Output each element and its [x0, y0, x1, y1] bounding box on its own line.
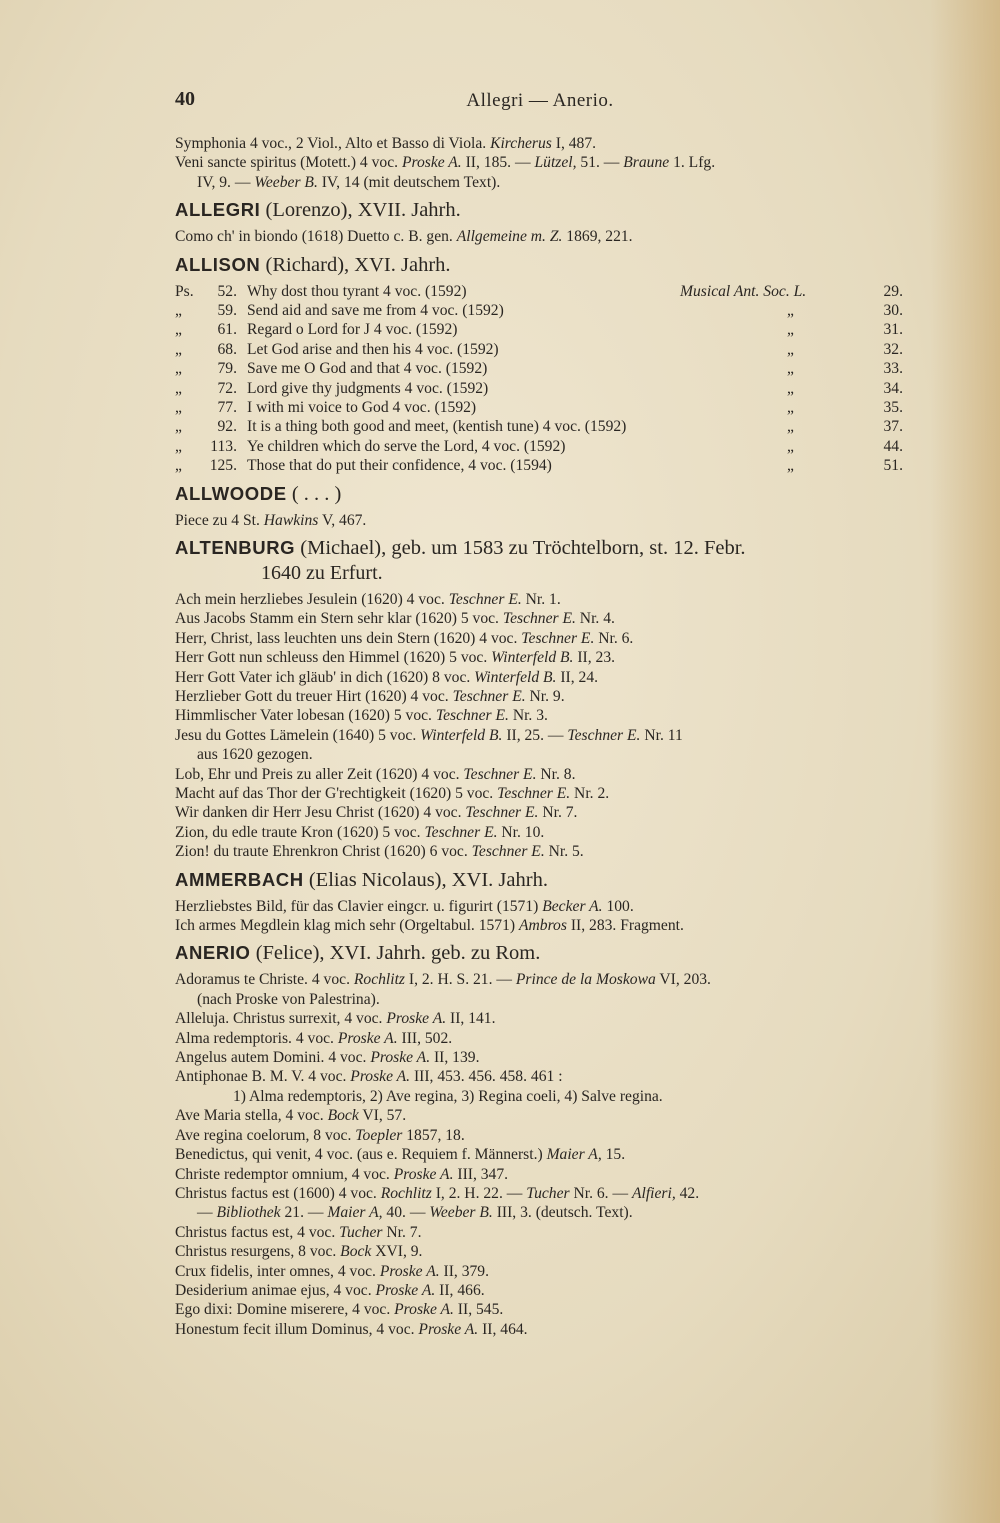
work-list-ammerbach — [175, 897, 905, 936]
work-title: Antiphonae B. M. V. 4 voc. — [175, 1068, 351, 1086]
work-reference: II, 24. — [556, 668, 599, 686]
work-reference: 42. — [675, 1184, 700, 1202]
work-entry — [175, 1145, 905, 1164]
work-source: Proske A. — [379, 1262, 440, 1280]
composer-name: ALLWOODE — [175, 482, 287, 504]
work-source: Ambros — [518, 917, 567, 935]
work-reference: XVI, 9. — [371, 1243, 423, 1261]
work-entry — [175, 1281, 905, 1300]
composer-heading-anerio — [175, 939, 905, 967]
work-entry — [175, 745, 905, 764]
work-reference: Nr. 6. — [594, 629, 634, 647]
work-entry — [175, 706, 905, 725]
work-entry — [175, 916, 905, 935]
work-reference: 21. — — [280, 1204, 328, 1222]
psalm-page: 31. — [883, 321, 903, 339]
work-entry — [175, 668, 905, 687]
composer-name: ALTENBURG — [175, 536, 296, 558]
work-entry — [175, 823, 905, 842]
psalm-number: 113. — [210, 437, 237, 455]
composer-details: ( . . . ) — [286, 482, 342, 505]
work-entry — [175, 629, 905, 648]
work-reference: II, 466. — [435, 1281, 485, 1299]
psalm-source: „ — [787, 321, 794, 339]
psalm-title: Ye children which do serve the Lord, 4 voc. (1592) — [247, 437, 566, 455]
work-reference: VI, 203. — [655, 971, 711, 989]
work-entry — [175, 897, 905, 916]
work-source: Winterfeld B. — [420, 726, 503, 744]
work-reference: VI, 57. — [358, 1107, 407, 1125]
work-title: Piece zu 4 St. — [175, 511, 264, 529]
work-reference: Nr. 7. — [538, 804, 578, 822]
composer-details-continued: 1640 zu Erfurt. — [261, 561, 383, 584]
work-entry — [175, 1087, 905, 1106]
work-source: Proske A. — [337, 1029, 398, 1047]
work-source: Tucher — [526, 1184, 570, 1202]
work-source: Becker A. — [542, 897, 603, 915]
work-reference: I, 487. — [551, 135, 597, 152]
work-reference: I, 2. H. 22. — — [431, 1184, 527, 1202]
work-source: Bibliothek — [216, 1204, 281, 1222]
work-entry — [175, 1048, 905, 1067]
psalm-title: Send aid and save me from 4 voc. (1592) — [247, 302, 504, 320]
psalm-prefix: Ps. — [175, 282, 194, 300]
psalm-title: Those that do put their confidence, 4 voc. (1594) — [247, 457, 552, 475]
work-entry — [175, 1009, 905, 1028]
page-header — [175, 88, 905, 116]
preceding-entries — [175, 134, 905, 192]
work-title: Ich armes Megdlein klag mich sehr (Orgeltabul. 1571) — [175, 917, 519, 935]
work-entry — [175, 1320, 905, 1339]
work-title: Christus resurgens, 8 voc. — [175, 1243, 341, 1261]
work-source: Maier A, — [327, 1204, 383, 1222]
work-title: Herzlieber Gott du treuer Hirt (1620) 4 voc. — [175, 687, 453, 705]
work-entry — [175, 726, 905, 745]
psalm-page: 34. — [883, 379, 903, 397]
psalm-number: 79. — [217, 360, 237, 378]
composer-details: (Elias Nicolaus), XVI. Jahrh. — [303, 868, 548, 891]
work-source: Winterfeld B. — [474, 668, 557, 686]
work-reference: II, 545. — [453, 1301, 504, 1319]
work-source: Proske A. — [418, 1320, 479, 1338]
work-source: Teschner E. — [448, 590, 522, 608]
psalm-prefix: „ — [175, 340, 182, 358]
psalm-source: „ — [787, 340, 794, 358]
work-source: Braune — [623, 154, 670, 172]
psalm-source: „ — [787, 379, 794, 397]
psalm-source: „ — [787, 418, 794, 436]
work-reference: II, 379. — [439, 1262, 489, 1280]
work-source: Teschner E. — [452, 687, 526, 705]
work-entry — [175, 1223, 905, 1242]
work-entry — [175, 970, 905, 989]
work-source: Proske A. — [350, 1068, 411, 1086]
work-reference: Nr. 10. — [497, 823, 545, 841]
work-source: Lützel, — [534, 154, 577, 172]
work-source: Teschner E. — [435, 707, 509, 725]
work-reference: Nr. 3. — [508, 707, 548, 725]
work-title: Adoramus te Christe. 4 voc. — [175, 971, 354, 989]
work-source: Teschner E. — [424, 823, 498, 841]
work-source: Teschner E. — [471, 843, 545, 861]
work-reference: 1869, 221. — [562, 228, 633, 246]
work-title: Aus Jacobs Stamm ein Stern sehr klar (1620) 5 voc. — [175, 610, 503, 628]
work-reference: Nr. 2. — [570, 785, 610, 802]
work-reference: Nr. 11 — [640, 726, 683, 744]
psalm-prefix: „ — [175, 379, 182, 397]
work-title: Crux fidelis, inter omnes, 4 voc. — [175, 1262, 380, 1280]
psalm-row — [175, 282, 905, 301]
work-source: Teschner E. — [521, 629, 595, 647]
work-entry — [175, 511, 905, 530]
composer-name: ANERIO — [175, 942, 251, 964]
work-source: Maier A, — [546, 1146, 602, 1164]
work-reference: II, 464. — [478, 1320, 528, 1338]
work-reference: IV, 14 (mit deutschem Text). — [317, 173, 501, 191]
work-source: Rochlitz — [353, 971, 405, 989]
work-title: — — [197, 1204, 217, 1222]
work-list-anerio — [175, 970, 905, 1339]
work-source: Teschner E. — [567, 726, 641, 744]
work-source: Teschner E. — [463, 765, 537, 783]
work-entry — [175, 173, 905, 192]
work-entry — [175, 687, 905, 706]
work-reference: V, 467. — [318, 511, 367, 529]
work-source: Proske A. — [370, 1049, 431, 1067]
work-entry — [175, 1126, 905, 1145]
work-title: Christus factus est (1600) 4 voc. — [175, 1184, 381, 1202]
psalm-source: „ — [787, 360, 794, 378]
work-title: Alleluja. Christus surrexit, 4 voc. — [175, 1010, 387, 1028]
work-entry — [175, 153, 905, 172]
work-reference: III, 3. (deutsch. Text). — [492, 1204, 633, 1222]
work-title: Lob, Ehr und Preis zu aller Zeit (1620) 4 voc. — [175, 765, 464, 783]
work-title: IV, 9. — — [197, 173, 255, 191]
psalm-number: 125. — [209, 457, 237, 475]
psalm-number: 77. — [217, 398, 237, 416]
work-reference: 51. — — [576, 154, 624, 172]
psalm-source: „ — [787, 457, 794, 475]
composer-details: (Lorenzo), XVII. Jahrh. — [260, 199, 461, 222]
work-list-altenburg — [175, 590, 905, 862]
psalm-row — [175, 437, 905, 456]
work-source: Weeber B. — [429, 1204, 493, 1222]
work-title: Zion! du traute Ehrenkron Christ (1620) 6 voc. — [175, 843, 472, 861]
work-title: Alma redemptoris. 4 voc. — [175, 1029, 338, 1047]
work-title: Herr Gott nun schleuss den Himmel (1620) 5 voc. — [175, 649, 492, 667]
page-content — [175, 134, 905, 1339]
work-entry — [175, 842, 905, 861]
work-entry — [175, 803, 905, 822]
work-entry — [175, 1067, 905, 1086]
work-title: Veni sancte spiritus (Motett.) 4 voc. — [175, 154, 402, 172]
work-source: Proske A. — [401, 154, 462, 172]
work-title: Macht auf das Thor der G'rechtigkeit (1620) 5 voc. — [175, 785, 498, 802]
psalm-row — [175, 320, 905, 339]
psalm-page: 33. — [883, 360, 903, 378]
psalm-number: 61. — [217, 321, 237, 339]
work-source: Prince de la Moskowa — [515, 971, 656, 989]
psalm-title: Why dost thou tyrant 4 voc. (1592) — [247, 282, 467, 300]
composer-name: ALLISON — [175, 253, 261, 275]
work-title: aus 1620 gezogen. — [197, 746, 313, 764]
psalm-title: Save me O God and that 4 voc. (1592) — [247, 360, 488, 378]
work-title: Zion, du edle traute Kron (1620) 5 voc. — [175, 823, 425, 841]
composer-details: (Michael), geb. um 1583 zu Tröchtelborn, st. 12. Febr. — [295, 536, 746, 559]
work-entry — [175, 1262, 905, 1281]
work-reference: Nr. 4. — [575, 610, 615, 628]
psalm-row — [175, 379, 905, 398]
psalm-source: „ — [787, 302, 794, 320]
psalm-title: Lord give thy judgments 4 voc. (1592) — [247, 379, 489, 397]
work-entry — [175, 648, 905, 667]
psalm-prefix: „ — [175, 457, 182, 475]
psalm-number: 72. — [217, 379, 237, 397]
psalm-prefix: „ — [175, 437, 182, 455]
work-entry — [175, 1165, 905, 1184]
composer-details: (Richard), XVI. Jahrh. — [260, 253, 451, 276]
work-source: Bock — [327, 1107, 359, 1125]
psalm-page: 37. — [883, 418, 903, 436]
psalm-page: 44. — [883, 437, 903, 455]
work-entry — [175, 227, 905, 246]
work-reference: II, 283. Fragment. — [566, 917, 684, 935]
work-reference: II, 23. — [573, 649, 616, 667]
psalm-page: 29. — [883, 282, 903, 300]
work-reference: III, 502. — [397, 1029, 453, 1047]
work-entry — [175, 1242, 905, 1261]
work-source: Weeber B. — [254, 173, 318, 191]
work-source: Teschner E. — [465, 804, 539, 822]
work-title: Benedictus, qui venit, 4 voc. (aus e. Requiem f. Männerst.) — [175, 1146, 547, 1164]
psalm-prefix: „ — [175, 398, 182, 416]
work-source: Teschner E. — [497, 785, 571, 802]
work-entry — [175, 134, 905, 153]
work-source: Toepler — [355, 1126, 403, 1144]
psalm-row — [175, 359, 905, 378]
psalm-prefix: „ — [175, 321, 182, 339]
work-title: Christe redemptor omnium, 4 voc. — [175, 1165, 394, 1183]
psalm-prefix: „ — [175, 360, 182, 378]
work-entry — [175, 1184, 905, 1203]
psalm-title: It is a thing both good and meet, (kentish tune) 4 voc. (1592) — [247, 418, 627, 436]
work-reference: I, 2. H. S. 21. — — [404, 971, 516, 989]
composer-heading-allwoode — [175, 480, 905, 508]
work-reference: 40. — — [382, 1204, 430, 1222]
psalm-number: 59. — [217, 302, 237, 320]
work-source: Proske A. — [375, 1281, 436, 1299]
work-title: Symphonia 4 voc., 2 Viol., Alto et Basso di Viola. — [175, 135, 491, 152]
work-reference: 100. — [602, 897, 634, 915]
psalm-prefix: „ — [175, 418, 182, 436]
psalm-source: „ — [787, 437, 794, 455]
work-source: Tucher — [339, 1223, 383, 1241]
composer-heading-ammerbach — [175, 866, 905, 894]
work-title: Ego dixi: Domine miserere, 4 voc. — [175, 1301, 395, 1319]
work-entry — [175, 590, 905, 609]
psalm-row — [175, 301, 905, 320]
work-title: Honestum fecit illum Dominus, 4 voc. — [175, 1320, 419, 1338]
work-reference: III, 347. — [453, 1165, 509, 1183]
work-title: Herr, Christ, lass leuchten uns dein Stern (1620) 4 voc. — [175, 629, 522, 647]
psalm-title: Let God arise and then his 4 voc. (1592) — [247, 340, 499, 358]
work-reference: II, 185. — — [461, 154, 535, 172]
work-title: Himmlischer Vater lobesan (1620) 5 voc. — [175, 707, 436, 725]
composer-heading-allison — [175, 251, 905, 279]
psalm-row — [175, 456, 905, 475]
work-reference: 15. — [601, 1146, 626, 1164]
work-title: Herzliebstes Bild, für das Clavier eingcr. u. figurirt (1571) — [175, 897, 543, 915]
psalm-list — [175, 282, 905, 476]
work-entry — [175, 990, 905, 1009]
work-source: Proske A. — [393, 1165, 454, 1183]
work-title: (nach Proske von Palestrina). — [197, 990, 380, 1008]
work-source: Allgemeine m. Z. — [456, 228, 563, 246]
psalm-page: 30. — [883, 302, 903, 320]
work-reference: 1857, 18. — [402, 1126, 465, 1144]
work-entry — [175, 784, 905, 803]
work-entry — [175, 765, 905, 784]
psalm-number: 68. — [217, 340, 237, 358]
work-reference: II, 141. — [446, 1010, 496, 1028]
work-title: Herr Gott Vater ich gläub' in dich (1620) 8 voc. — [175, 668, 475, 686]
work-source: Hawkins — [263, 511, 319, 529]
work-title: Ave regina coelorum, 8 voc. — [175, 1126, 356, 1144]
work-source: Kircherus — [490, 135, 552, 152]
work-source: Alfieri, — [631, 1184, 676, 1202]
psalm-page: 35. — [883, 398, 903, 416]
psalm-row — [175, 417, 905, 436]
psalm-title: Regard o Lord for J 4 voc. (1592) — [247, 321, 458, 339]
psalm-source: „ — [787, 398, 794, 416]
work-title: Ach mein herzliebes Jesulein (1620) 4 voc. — [175, 590, 449, 608]
composer-details: (Felice), XVI. Jahrh. geb. zu Rom. — [250, 942, 541, 965]
work-title: 1) Alma redemptoris, 2) Ave regina, 3) Regina coeli, 4) Salve regina. — [233, 1087, 663, 1105]
work-entry — [175, 1029, 905, 1048]
psalm-source: Musical Ant. Soc. L. — [680, 282, 807, 300]
work-source: Proske A. — [386, 1010, 447, 1028]
work-source: Proske A. — [394, 1301, 454, 1319]
running-title: Allegri — Anerio. — [466, 90, 614, 111]
work-entry — [175, 1300, 905, 1319]
composer-heading-allegri — [175, 196, 905, 224]
work-reference: Nr. 1. — [521, 590, 561, 608]
work-reference: Nr. 7. — [382, 1223, 422, 1241]
work-source: Winterfeld B. — [491, 649, 574, 667]
work-title: Desiderium animae ejus, 4 voc. — [175, 1281, 376, 1299]
work-title: Ave Maria stella, 4 voc. — [175, 1107, 328, 1125]
work-title: Como ch' in biondo (1618) Duetto c. B. gen. — [175, 228, 457, 246]
psalm-page: 51. — [883, 457, 903, 475]
psalm-row — [175, 340, 905, 359]
composer-heading-altenburg — [175, 534, 905, 562]
psalm-prefix: „ — [175, 302, 182, 320]
page-number: 40 — [175, 88, 195, 110]
work-source: Bock — [340, 1243, 372, 1261]
work-reference: II, 25. — — [502, 726, 568, 744]
work-entry — [175, 1203, 905, 1222]
work-source: Rochlitz — [380, 1184, 432, 1202]
work-title: Wir danken dir Herr Jesu Christ (1620) 4 voc. — [175, 804, 466, 822]
work-reference: Nr. 5. — [544, 843, 584, 861]
psalm-number: 52. — [217, 282, 237, 300]
psalm-row — [175, 398, 905, 417]
work-title: Christus factus est, 4 voc. — [175, 1223, 340, 1241]
work-reference: 1. Lfg. — [669, 154, 716, 172]
work-reference: Nr. 6. — — [569, 1184, 632, 1202]
work-title: Angelus autem Domini. 4 voc. — [175, 1049, 371, 1067]
composer-name: AMMERBACH — [175, 868, 304, 890]
work-reference: Nr. 9. — [525, 687, 565, 705]
work-reference: II, 139. — [430, 1049, 480, 1067]
psalm-page: 32. — [883, 340, 903, 358]
work-entry — [175, 609, 905, 628]
work-reference: III, 453. 456. 458. 461 : — [410, 1068, 563, 1086]
psalm-title: I with mi voice to God 4 voc. (1592) — [247, 398, 477, 416]
work-reference: Nr. 8. — [536, 765, 576, 783]
work-title: Jesu du Gottes Lämelein (1640) 5 voc. — [175, 726, 421, 744]
psalm-number: 92. — [217, 418, 237, 436]
composer-name: ALLEGRI — [175, 199, 261, 221]
work-source: Teschner E. — [502, 610, 576, 628]
work-entry — [175, 1106, 905, 1125]
